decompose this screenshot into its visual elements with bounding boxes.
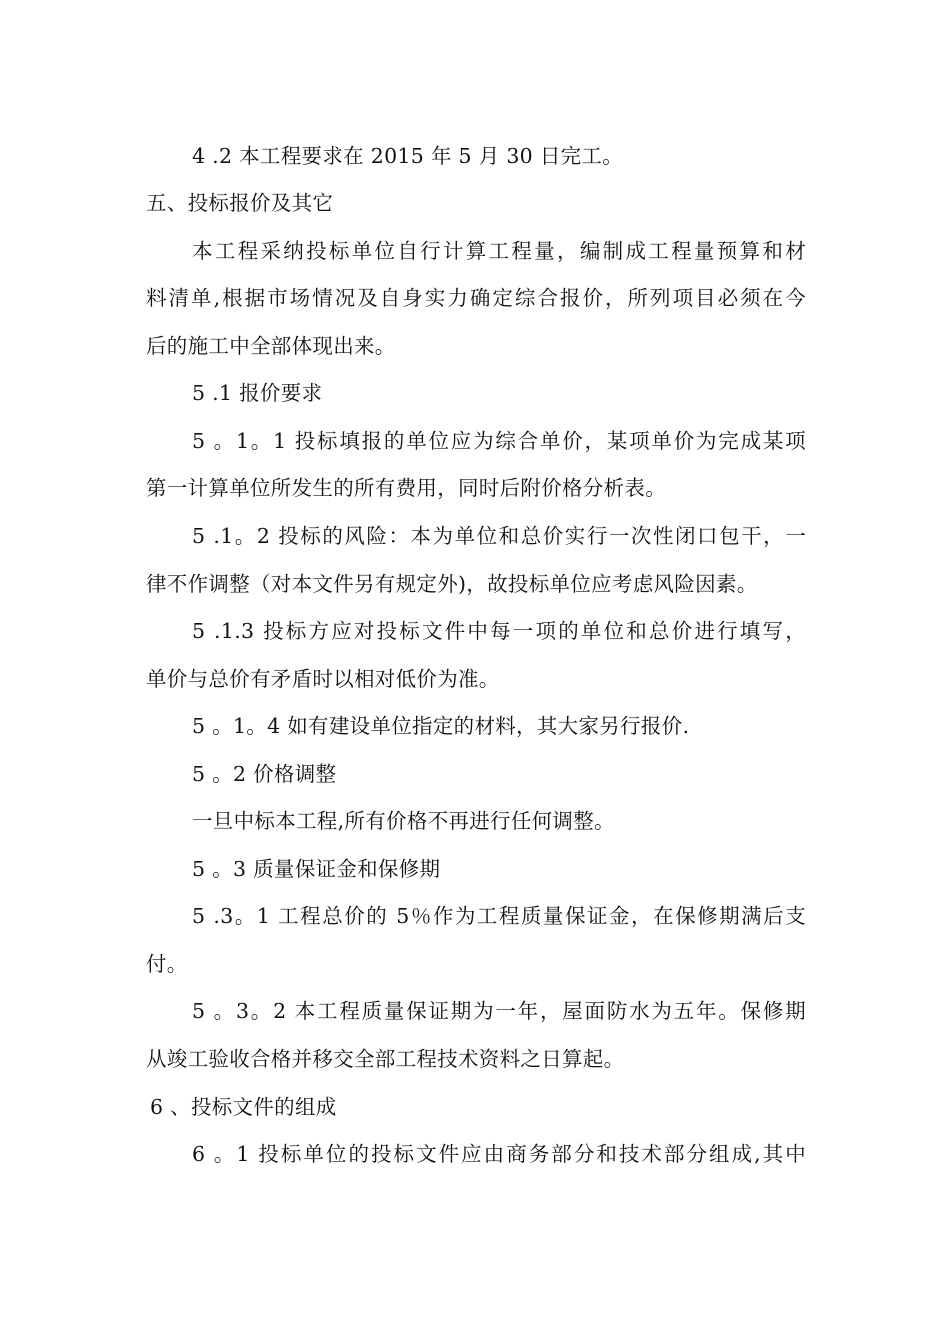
- clause-5-3-2: 5 。3。2 本工程质量保证期为一年，屋面防水为五年。保修期: [192, 999, 806, 1023]
- paragraph-line: 本工程采纳投标单位自行计算工程量，编制成工程量预算和材: [192, 239, 806, 263]
- clause-5-2-heading: 5 。2 价格调整: [192, 762, 337, 786]
- clause-5-1-heading: 5 .1 报价要求: [192, 381, 323, 405]
- section-5-heading: 五、投标报价及其它: [146, 191, 334, 215]
- clause-5-1-4: 5 。1。4 如有建设单位指定的材料，其大家另行报价.: [192, 714, 690, 738]
- paragraph-line: 律不作调整（对本文件另有规定外)，故投标单位应考虑风险因素。: [146, 572, 758, 596]
- clause-5-1-2: 5 .1。2 投标的风险：本为单位和总价实行一次性闭口包干，一: [192, 524, 806, 548]
- paragraph-line: 后的施工中全部体现出来。: [146, 334, 396, 358]
- paragraph-line: 付。: [146, 952, 188, 976]
- clause-6-1: 6 。1 投标单位的投标文件应由商务部分和技术部分组成,其中: [192, 1142, 806, 1166]
- paragraph-line: 第一计算单位所发生的所有费用，同时后附价格分析表。: [146, 476, 666, 500]
- section-6-heading: 6 、投标文件的组成: [150, 1095, 337, 1119]
- paragraph-line: 单价与总价有矛盾时以相对低价为准。: [146, 667, 500, 691]
- paragraph-line: 一旦中标本工程,所有价格不再进行任何调整。: [192, 809, 615, 833]
- clause-5-1-3: 5 .1.3 投标方应对投标文件中每一项的单位和总价进行填写，: [192, 619, 806, 643]
- paragraph-line: 料清单,根据市场情况及自身实力确定综合报价，所列项目必须在今: [146, 286, 806, 310]
- clause-5-3-heading: 5 。3 质量保证金和保修期: [192, 857, 441, 881]
- paragraph-line: 从竣工验收合格并移交全部工程技术资料之日算起。: [146, 1047, 625, 1071]
- clause-5-3-1: 5 .3。1 工程总价的 5％作为工程质量保证金，在保修期满后支: [192, 904, 806, 928]
- clause-5-1-1: 5 。1。1 投标填报的单位应为综合单价，某项单价为完成某项: [192, 429, 806, 453]
- clause-4-2: 4 .2 本工程要求在 2015 年 5 月 30 日完工。: [192, 144, 624, 168]
